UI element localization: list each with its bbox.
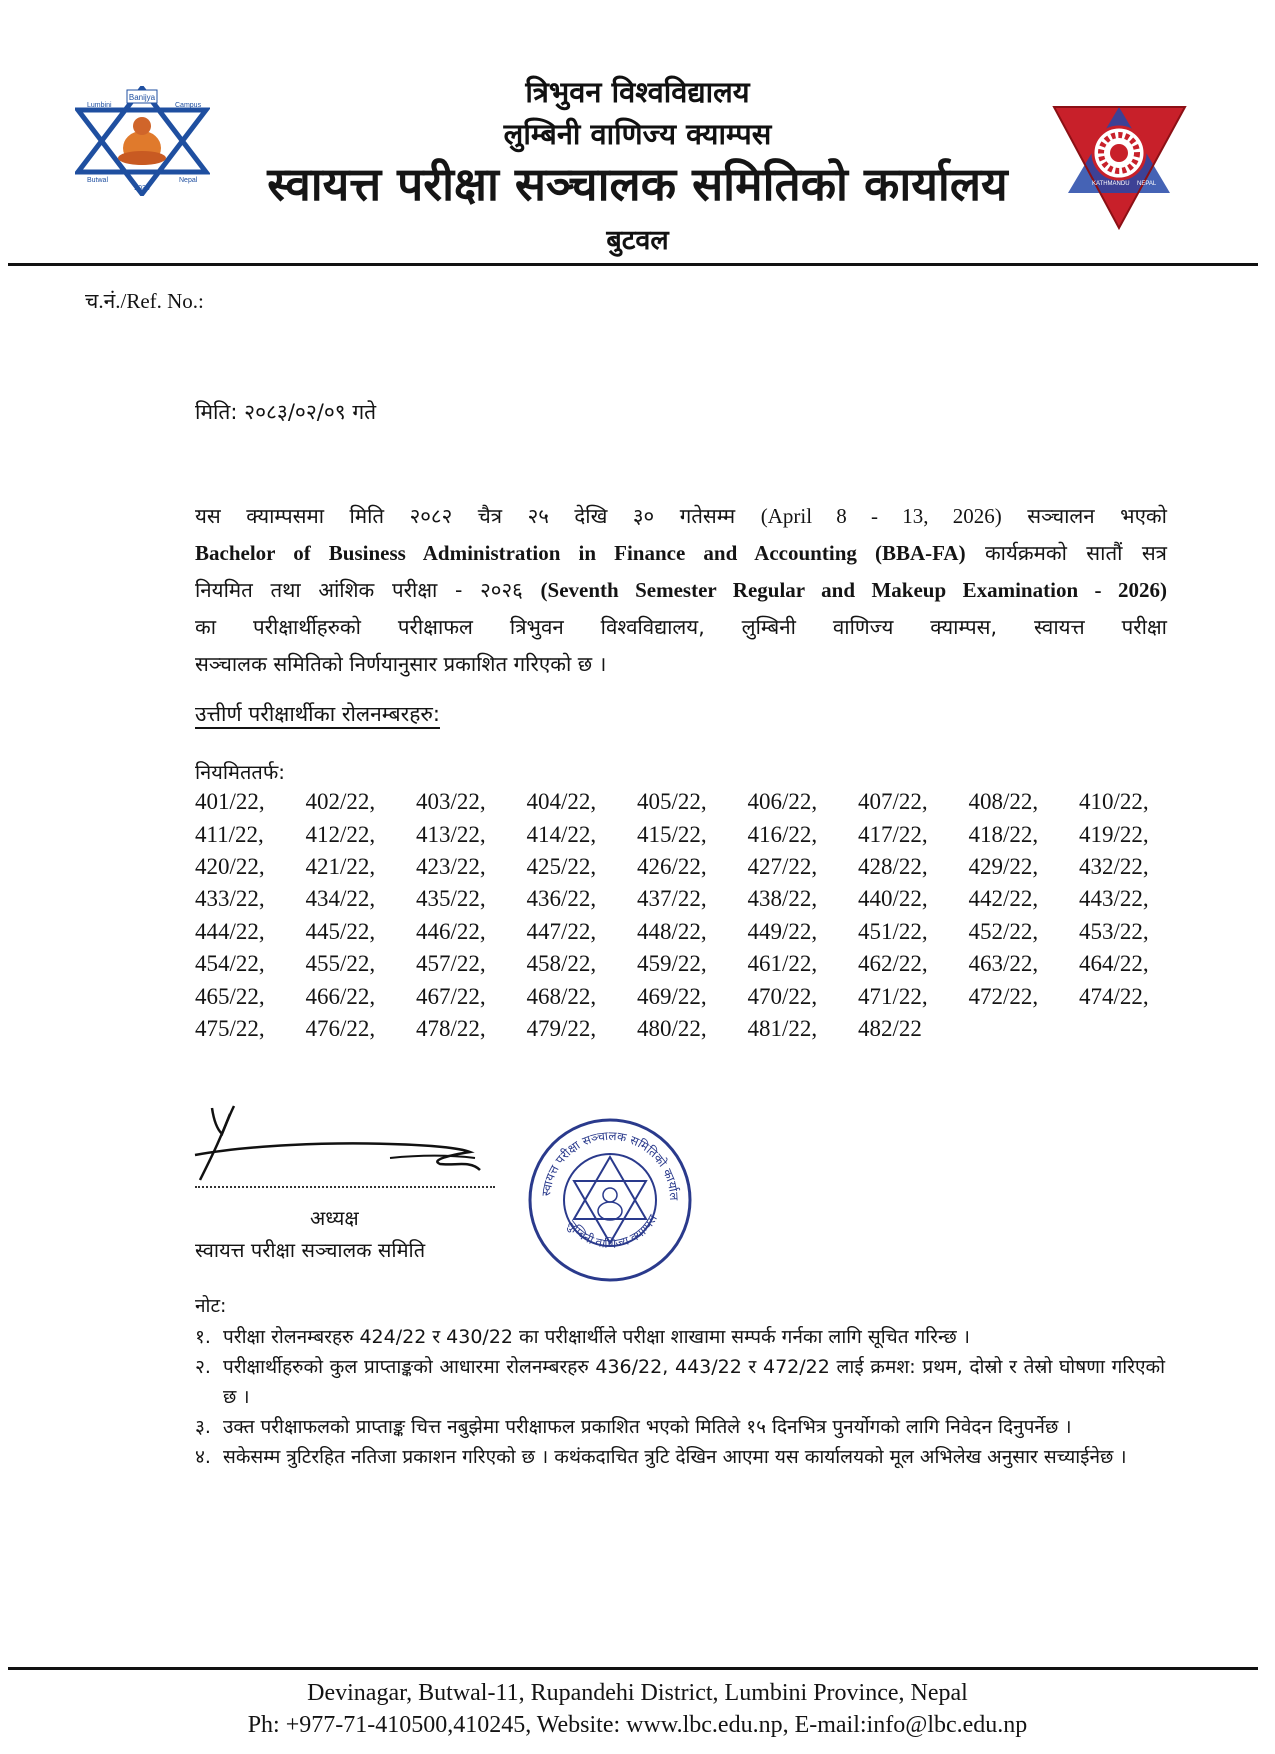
signatory-committee: स्वायत्त परीक्षा सञ्चालक समिति [195, 1238, 426, 1262]
note-number: २. [195, 1356, 211, 1378]
roll-number-row [195, 948, 1175, 980]
roll-number: 451/22, [858, 918, 928, 944]
exam-dates: (April 8 - 13, 2026) [760, 504, 1002, 528]
notice-text: सञ्चालक समितिको निर्णयानुसार प्रकाशित गरिएको छ । [195, 652, 607, 676]
roll-number: 401/22, [195, 789, 265, 815]
roll-number-row [195, 916, 1175, 948]
roll-number: 482/22 [858, 1015, 922, 1041]
notice-text: यस क्याम्पसमा मिति २०८२ चैत्र २५ देखि ३० गतेसम्म [195, 504, 736, 528]
roll-number-row [195, 818, 1175, 850]
roll-number-row [195, 980, 1175, 1012]
roll-number: 426/22, [637, 853, 707, 879]
roll-number: 449/22, [747, 918, 818, 944]
footer-address: Devinagar, Butwal-11, Rupandehi District, Lumbini Province, Nepal [307, 1680, 968, 1706]
header-divider [8, 263, 1258, 266]
roll-number: 446/22, [416, 918, 486, 944]
note-text: सकेसम्म त्रुटिरहित नतिजा प्रकाशन गरिएको छ । कथंकदाचित त्रुटि देखिन आएमा यस कार्यालयको मूल अभिलेख अनुसार सच्याईनेछ । [223, 1446, 1127, 1468]
roll-number: 437/22, [637, 886, 707, 912]
roll-number: 459/22, [637, 951, 707, 977]
roll-number: 463/22, [968, 951, 1039, 977]
notes-heading: नोट: [195, 1295, 227, 1317]
roll-number: 417/22, [858, 821, 928, 847]
note-text: परीक्षार्थीहरुको कुल प्राप्ताङ्कको आधारमा रोलनम्बरहरु 436/22, 443/22 र 472/22 लाई क्रमश: प्रथम, दोस्रो र तेस्रो घोषणा गरिएको छ । [223, 1356, 1165, 1408]
roll-number: 448/22, [637, 918, 707, 944]
roll-number: 454/22, [195, 951, 265, 977]
roll-number: 414/22, [526, 821, 597, 847]
roll-number: 481/22, [747, 1015, 818, 1041]
roll-number: 427/22, [747, 853, 818, 879]
roll-number: 458/22, [526, 951, 597, 977]
roll-number: 442/22, [968, 886, 1039, 912]
roll-number: 471/22, [858, 983, 928, 1009]
roll-number: 420/22, [195, 853, 265, 879]
roll-number: 403/22, [416, 789, 486, 815]
roll-number-row [195, 786, 1175, 818]
svg-text:KATHMANDU: KATHMANDU [1092, 181, 1130, 187]
notice-body [195, 498, 1167, 683]
note-number: १. [195, 1326, 211, 1348]
roll-number: 423/22, [416, 853, 486, 879]
note-item [195, 1412, 1165, 1442]
roll-number: 438/22, [747, 886, 818, 912]
footer-divider [8, 1667, 1258, 1670]
roll-number: 418/22, [968, 821, 1039, 847]
note-item [195, 1442, 1165, 1472]
office-name: स्वायत्त परीक्षा सञ्चालक समितिको कार्यालय [267, 157, 1008, 211]
roll-number-row [195, 883, 1175, 915]
notice-date: मिति: २०८३/०२/०९ गते [195, 400, 377, 424]
roll-number: 434/22, [305, 886, 376, 912]
roll-number: 429/22, [968, 853, 1039, 879]
roll-number: 453/22, [1079, 918, 1149, 944]
notice-text: सञ्चालन भएको [1027, 504, 1167, 528]
roll-number: 469/22, [637, 983, 707, 1009]
notice-line [195, 498, 1167, 535]
note-number: ४. [195, 1446, 211, 1468]
roll-number: 413/22, [416, 821, 486, 847]
notice-line [195, 535, 1167, 572]
note-number: ३. [195, 1416, 211, 1438]
notice-text: नियमित तथा आंशिक परीक्षा - २०२६ [195, 578, 523, 602]
signatory-title: अध्यक्ष [310, 1206, 359, 1230]
svg-text:Butwal: Butwal [87, 177, 109, 184]
svg-text:2038: 2038 [134, 185, 150, 192]
roll-number: 421/22, [305, 853, 376, 879]
roll-number: 443/22, [1079, 886, 1149, 912]
roll-number: 415/22, [637, 821, 707, 847]
svg-text:Nepal: Nepal [179, 177, 198, 184]
roll-number: 402/22, [305, 789, 376, 815]
reference-number-label: च.नं./Ref. No.: [85, 289, 204, 313]
roll-number: 457/22, [416, 951, 486, 977]
note-item [195, 1352, 1165, 1412]
roll-number: 444/22, [195, 918, 265, 944]
roll-number: 412/22, [305, 821, 376, 847]
roll-number: 464/22, [1079, 951, 1149, 977]
roll-number: 476/22, [305, 1015, 376, 1041]
roll-number: 419/22, [1079, 821, 1149, 847]
roll-number: 479/22, [526, 1015, 597, 1041]
signature-image [190, 1100, 530, 1194]
notice-text: कार्यक्रमको सातौं सत्र [984, 541, 1167, 565]
roll-number: 462/22, [858, 951, 928, 977]
roll-number: 432/22, [1079, 853, 1149, 879]
roll-number: 405/22, [637, 789, 707, 815]
roll-number: 480/22, [637, 1015, 707, 1041]
regular-section-heading: नियमिततर्फ: [195, 760, 285, 784]
notice-text: का परीक्षार्थीहरुको परीक्षाफल त्रिभुवन विश्वविद्यालय, लुम्बिनी वाणिज्य क्याम्पस, स्वायत्त परीक्षा [195, 615, 1167, 639]
roll-number: 465/22, [195, 983, 265, 1009]
roll-number: 406/22, [747, 789, 818, 815]
note-item [195, 1322, 1165, 1352]
roll-number-row [195, 1013, 1175, 1045]
roll-number: 445/22, [305, 918, 376, 944]
svg-text:लुम्बिनी वाणिज्य क्याम्पस: लुम्बिनी वाणिज्य क्याम्पस [564, 1212, 660, 1251]
roll-number: 435/22, [416, 886, 486, 912]
note-text: उक्त परीक्षाफलको प्राप्ताङ्क चित्त नबुझेमा परीक्षाफल प्रकाशित भएको मितिले १५ दिनभित्र पुनर्योगको लागि निवेदन दिनुपर्नेछ । [223, 1416, 1072, 1438]
note-text: परीक्षा रोलनम्बरहरु 424/22 र 430/22 का परीक्षार्थीले परीक्षा शाखामा सम्पर्क गर्नका लागि सूचित गरिन्छ । [223, 1326, 970, 1348]
roll-number: 472/22, [968, 983, 1039, 1009]
svg-text:स्वायत्त परीक्षा सञ्चालक समिति: स्वायत्त परीक्षा सञ्चालक समितिको कार्याल [539, 1128, 682, 1201]
program-name: Bachelor of Business Administration in Finance and Accounting (BBA-FA) [195, 541, 966, 565]
roll-number: 447/22, [526, 918, 597, 944]
svg-text:NEPAL: NEPAL [1137, 181, 1157, 187]
roll-number: 440/22, [858, 886, 928, 912]
roll-number: 404/22, [526, 789, 597, 815]
svg-text:Banijya: Banijya [128, 93, 156, 102]
svg-text:Lumbini: Lumbini [87, 102, 112, 109]
notice-line [195, 572, 1167, 609]
notice-line [195, 609, 1167, 646]
roll-number: 411/22, [195, 821, 264, 847]
notice-line [195, 646, 1167, 683]
roll-number: 461/22, [747, 951, 818, 977]
roll-number: 408/22, [968, 789, 1039, 815]
svg-text:Campus: Campus [175, 102, 202, 109]
roll-number: 474/22, [1079, 983, 1149, 1009]
passed-candidates-heading: उत्तीर्ण परीक्षार्थीका रोलनम्बरहरु: [195, 702, 440, 726]
footer-contact: Ph: +977-71-410500,410245, Website: www.lbc.edu.np, E-mail:info@lbc.edu.np [247, 1712, 1028, 1738]
roll-number: 466/22, [305, 983, 376, 1009]
roll-number: 452/22, [968, 918, 1039, 944]
roll-number: 428/22, [858, 853, 928, 879]
notes-list [195, 1322, 1165, 1472]
university-name: त्रिभुवन विश्वविद्यालय [525, 75, 750, 109]
official-seal [525, 1115, 695, 1289]
roll-number: 455/22, [305, 951, 376, 977]
roll-number: 470/22, [747, 983, 818, 1009]
roll-number-row [195, 851, 1175, 883]
campus-name: लुम्बिनी वाणिज्य क्याम्पस [503, 117, 772, 151]
city-name: बुटवल [606, 225, 669, 256]
roll-number-list [195, 786, 1175, 1045]
roll-number: 468/22, [526, 983, 597, 1009]
signature-line [195, 1186, 495, 1188]
roll-number: 436/22, [526, 886, 597, 912]
roll-number: 467/22, [416, 983, 486, 1009]
roll-number: 410/22, [1079, 789, 1149, 815]
roll-number: 416/22, [747, 821, 818, 847]
roll-number: 433/22, [195, 886, 265, 912]
roll-number: 425/22, [526, 853, 597, 879]
roll-number: 478/22, [416, 1015, 486, 1041]
roll-number: 407/22, [858, 789, 928, 815]
exam-name: (Seventh Semester Regular and Makeup Examination - 2026) [540, 578, 1167, 602]
roll-number: 475/22, [195, 1015, 265, 1041]
